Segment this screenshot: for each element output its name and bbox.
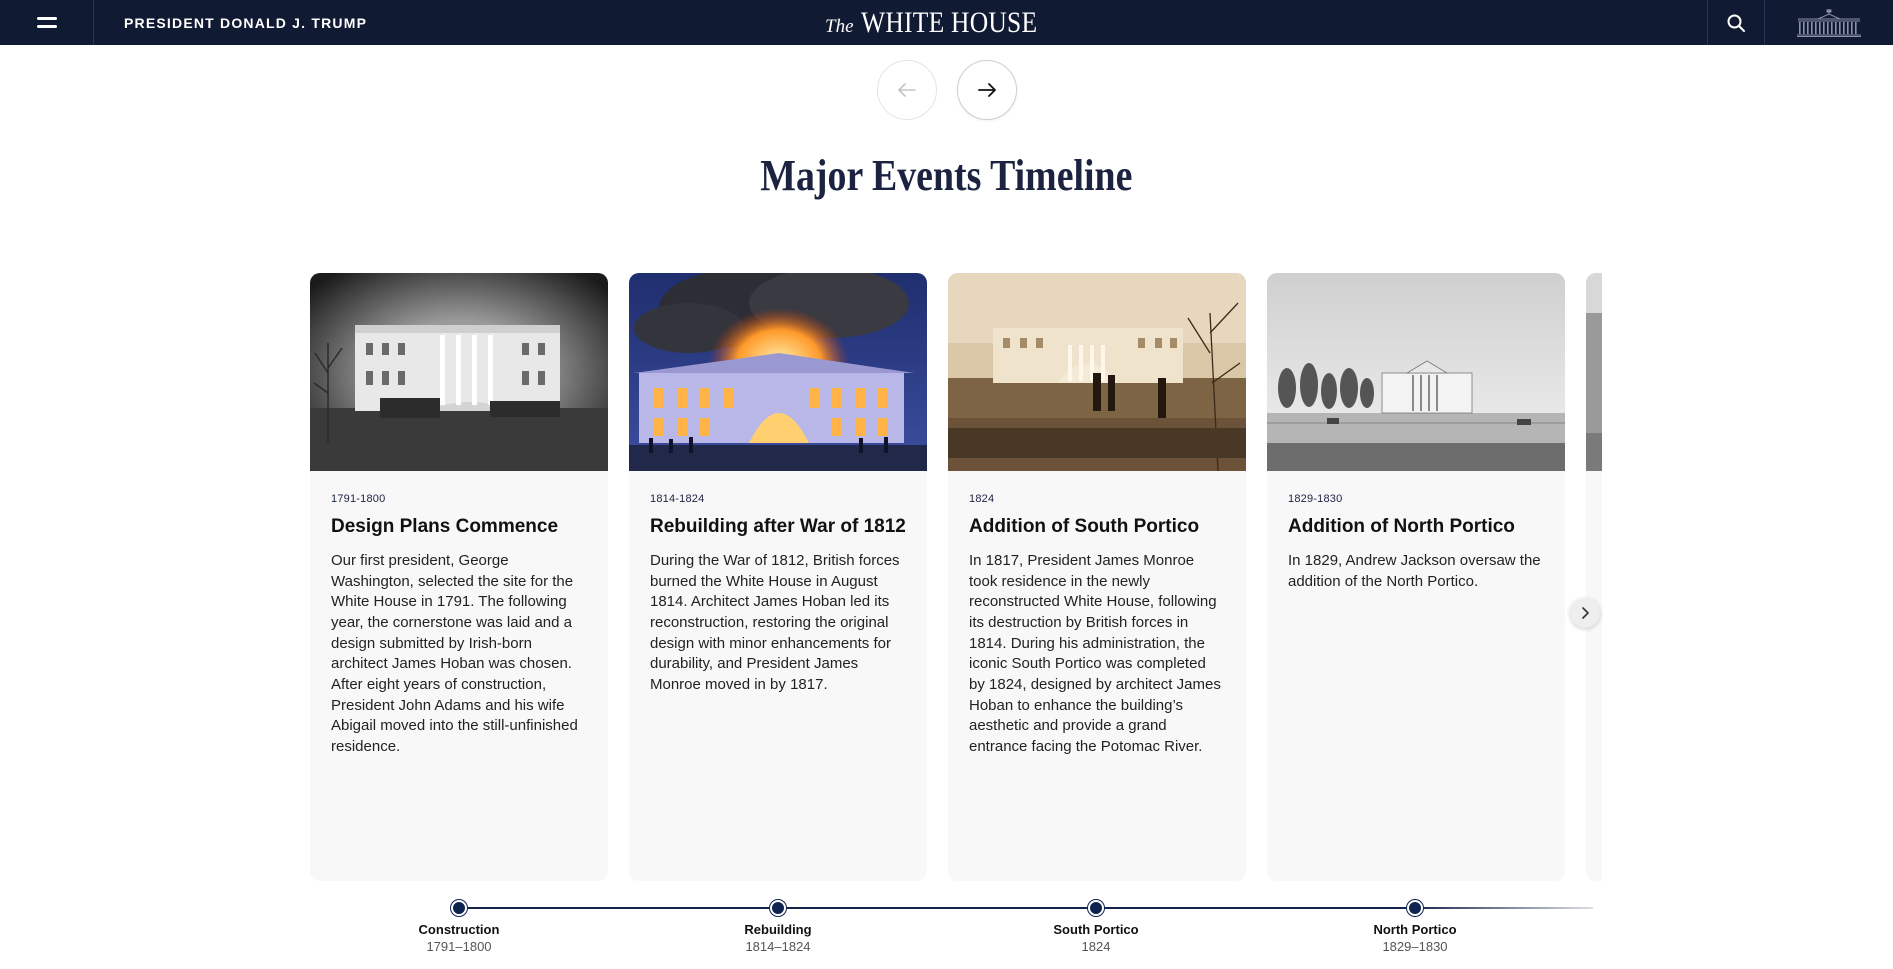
brand-name: WHITE HOUSE bbox=[860, 5, 1037, 39]
event-title: Rebuilding after War of 1812 bbox=[650, 516, 906, 537]
search-icon bbox=[1727, 14, 1745, 32]
brand-prefix: The bbox=[825, 15, 854, 37]
carousel-next-button[interactable] bbox=[1570, 598, 1600, 628]
carousel-nav bbox=[0, 60, 1893, 120]
event-date: 1824 bbox=[969, 493, 995, 505]
timeline-years: 1791–1800 bbox=[426, 939, 492, 954]
timeline-stop-south-portico[interactable] bbox=[1016, 900, 1176, 954]
event-image-south-portico-photo bbox=[948, 273, 1246, 471]
event-card[interactable] bbox=[948, 273, 1246, 881]
timeline-years: 1814–1824 bbox=[745, 939, 811, 954]
search-button[interactable] bbox=[1707, 0, 1764, 45]
event-title: Addition of South Portico bbox=[969, 516, 1200, 537]
event-card[interactable] bbox=[1267, 273, 1565, 881]
previous-button[interactable] bbox=[877, 60, 937, 120]
timeline-years: 1829–1830 bbox=[1382, 939, 1448, 954]
top-right-controls bbox=[1707, 0, 1893, 45]
menu-icon bbox=[37, 16, 57, 30]
event-image-partial bbox=[1586, 273, 1602, 471]
event-description: In 1829, Andrew Jackson oversaw the addition of the North Portico. bbox=[1288, 551, 1541, 590]
event-description: Our first president, George Washington, selected the site for the White House in 1791. The following year, the cornerstone was laid and a design submitted by Irish-born architect James Hoban was chosen. After eight years of construction, President John Adams and his wife Abigail moved into the still-unfinished residence. bbox=[331, 551, 578, 756]
menu-button[interactable] bbox=[0, 0, 94, 45]
white-house-logo[interactable] bbox=[1764, 0, 1893, 45]
event-date: 1791-1800 bbox=[331, 493, 386, 505]
timeline-label: North Portico bbox=[1373, 922, 1457, 937]
white-house-logo-icon bbox=[1796, 9, 1862, 37]
timeline-stop-rebuilding[interactable] bbox=[698, 900, 858, 954]
timeline-label: South Portico bbox=[1053, 922, 1139, 937]
timeline-dot bbox=[770, 900, 786, 916]
timeline-stop-north-portico[interactable] bbox=[1335, 900, 1495, 954]
timeline-label: Rebuilding bbox=[744, 922, 812, 937]
event-date: 1814-1824 bbox=[650, 493, 705, 505]
arrow-right-icon bbox=[978, 83, 996, 97]
next-button[interactable] bbox=[957, 60, 1017, 120]
section-title bbox=[0, 150, 1893, 201]
event-image-daguerreotype bbox=[310, 273, 608, 471]
timeline-cards bbox=[310, 273, 1602, 881]
white-house-home-link[interactable] bbox=[825, 6, 1068, 40]
timeline-dot bbox=[1088, 900, 1104, 916]
event-title: Design Plans Commence bbox=[331, 516, 559, 537]
timeline-years: 1824 bbox=[1081, 939, 1111, 954]
timeline-dot bbox=[1407, 900, 1423, 916]
timeline-label: Construction bbox=[418, 922, 500, 937]
event-image-north-portico-engraving bbox=[1267, 273, 1565, 471]
event-description: In 1817, President James Monroe took residence in the newly reconstructed White House, following its destruction by British forces in 1814. During his administration, the iconic South Portico was completed by 1824, designed by architect James Hoban to enhance the building’s aesthetic and provide a grand entrance facing the Potomac River. bbox=[969, 551, 1221, 756]
timeline-dot bbox=[451, 900, 467, 916]
event-card[interactable] bbox=[629, 273, 927, 881]
event-date: 1829-1830 bbox=[1288, 493, 1343, 505]
timeline-stop-construction[interactable] bbox=[379, 900, 539, 954]
event-card-partial[interactable] bbox=[1586, 273, 1602, 881]
arrow-left-icon bbox=[898, 83, 916, 97]
event-card[interactable] bbox=[310, 273, 608, 881]
event-image-burning-white-house bbox=[629, 273, 927, 471]
chevron-right-icon bbox=[1580, 607, 1590, 619]
president-link[interactable]: PRESIDENT DONALD J. TRUMP bbox=[124, 14, 368, 31]
event-description: During the War of 1812, British forces burned the White House in August 1814. Architect James Hoban led its reconstruction, restoring the original design with minor enhancements for durability, and President James Monroe moved in by 1817. bbox=[650, 551, 900, 694]
timeline-bar bbox=[0, 900, 1893, 969]
event-title: Addition of North Portico bbox=[1288, 516, 1515, 537]
top-nav-bar bbox=[0, 0, 1893, 45]
section-title-text: Major Events Timeline bbox=[760, 151, 1133, 200]
